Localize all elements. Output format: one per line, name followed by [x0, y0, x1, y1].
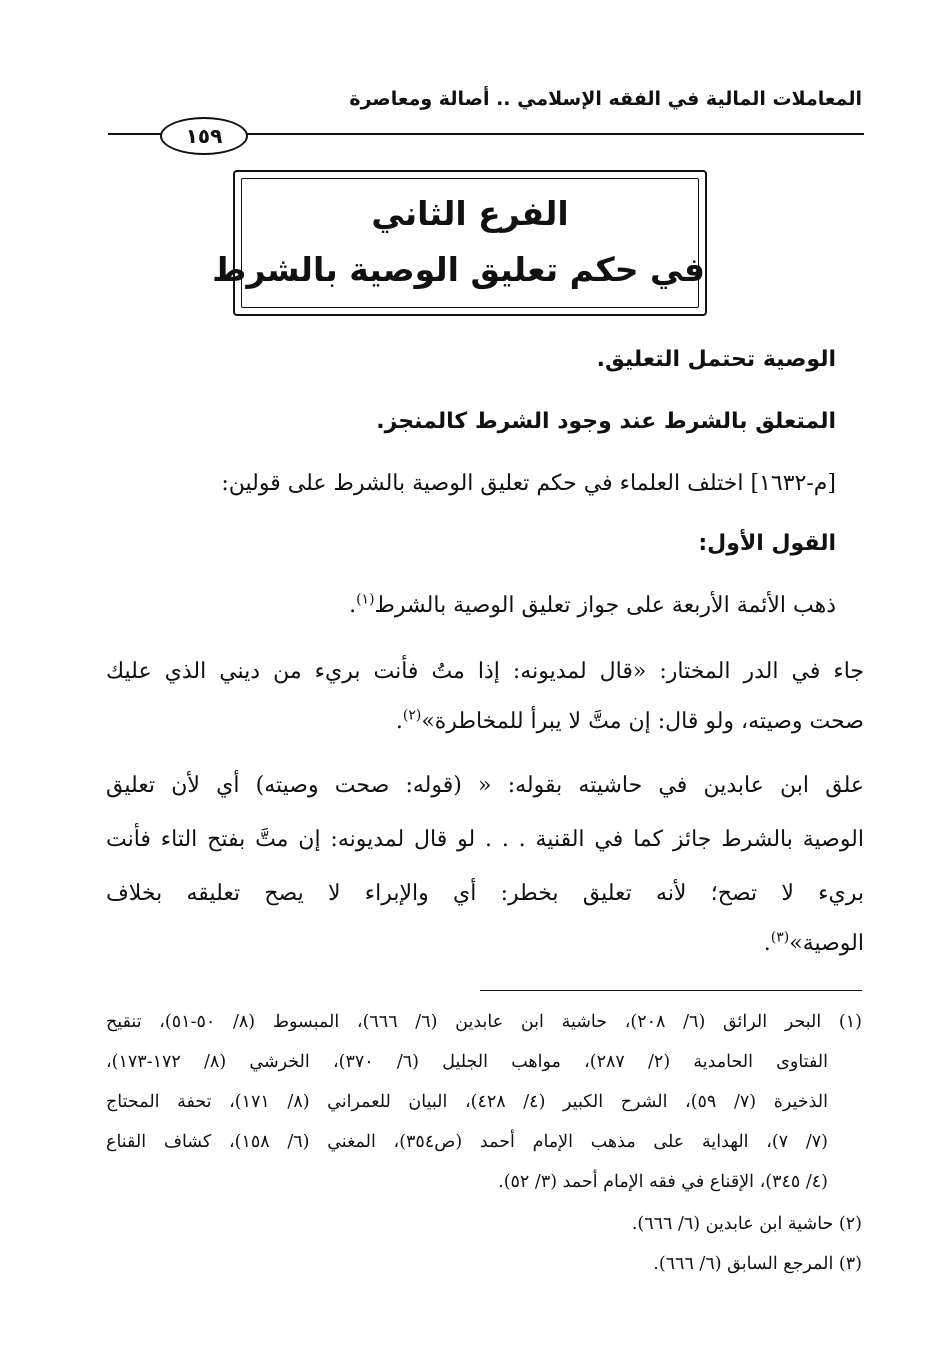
paragraph-2: المتعلق بالشرط عند وجود الشرط كالمنجز. [376, 409, 836, 434]
paragraph-6-text: صحت وصيته، ولو قال: إن متَّ لا يبرأ للمخاطرة» [421, 709, 864, 734]
footnote-1-line-5: (٤/ ٣٤٥)، الإقناع في فقه الإمام أحمد (٣/ ٥٢). [498, 1172, 828, 1192]
paragraph-6-line-2 [106, 700, 864, 744]
paragraph-7-line-3: بريء لا تصح؛ لأنه تعليق بخطر: أي والإبراء لا يصح تعليقه بخلاف [106, 881, 864, 906]
footnote-1-line-4: (٧/ ٧)، الهداية على مذهب الإمام أحمد (ص٣٥٤)، المغني (٦/ ١٥٨)، كشاف القناع [106, 1132, 828, 1152]
paragraph-7-text: الوصية» [789, 931, 864, 956]
footnote-2: (٢) حاشية ابن عابدين (٦/ ٦٦٦). [631, 1214, 862, 1234]
paragraph-6-line-1: جاء في الدر المختار: «قال لمديونه: إذا متُ فأنت بريء من ديني الذي عليك [106, 659, 864, 684]
section-title-line-2: في حكم تعليق الوصية بالشرط [212, 250, 705, 289]
paragraph-7-line-4 [106, 922, 864, 966]
paragraph-7-line-1: علق ابن عابدين في حاشيته بقوله: « (قوله: صحت وصيته) أي لأن تعليق [106, 773, 864, 798]
paragraph-5 [106, 584, 836, 628]
footnote-3: (٣) المرجع السابق (٦/ ٦٦٦). [653, 1254, 862, 1274]
running-header: المعاملات المالية في الفقه الإسلامي .. أصالة ومعاصرة [349, 88, 862, 110]
paragraph-7-line-2: الوصية بالشرط جائز كما في القنية . . . لو قال لمديونه: إن متَّ بفتح التاء فأنت [106, 827, 864, 852]
paragraph-1: الوصية تحتمل التعليق. [596, 347, 836, 372]
paragraph-5-end: . [349, 593, 357, 618]
footnote-rule [480, 990, 862, 991]
footnote-ref-3: (٣) [770, 929, 790, 946]
footnote-1-line-3: الذخيرة (٧/ ٥٩)، الشرح الكبير (٤/ ٤٢٨)، البيان للعمراني (٨/ ١٧١)، تحفة المحتاج [106, 1092, 829, 1112]
section-title-frame [212, 170, 707, 316]
footnote-ref-1: (١) [356, 591, 375, 608]
footnote-ref-2: (٢) [402, 707, 422, 724]
page-number: ١٥٩ [160, 117, 248, 155]
section-title-line-1: الفرع الثاني [371, 194, 569, 233]
paragraph-4-heading: القول الأول: [698, 531, 836, 556]
footnote-1-line-2: الفتاوى الحامدية (٢/ ٢٨٧)، مواهب الجليل (٦/ ٣٧٠)، الخرشي (٨/ ١٧٢-١٧٣)، [106, 1052, 828, 1072]
paragraph-6-end: . [395, 709, 403, 734]
paragraph-5-text: ذهب الأئمة الأربعة على جواز تعليق الوصية بالشرط [374, 593, 836, 618]
paragraph-7-end: . [763, 931, 771, 956]
footnote-1-line-1: (١) البحر الرائق (٦/ ٢٠٨)، حاشية ابن عابدين (٦/ ٦٦٦)، المبسوط (٨/ ٥٠-٥١)، تنقيح [106, 1012, 862, 1032]
paragraph-3: [م-١٦٣٢] اختلف العلماء في حكم تعليق الوصية بالشرط على قولين: [221, 471, 836, 496]
